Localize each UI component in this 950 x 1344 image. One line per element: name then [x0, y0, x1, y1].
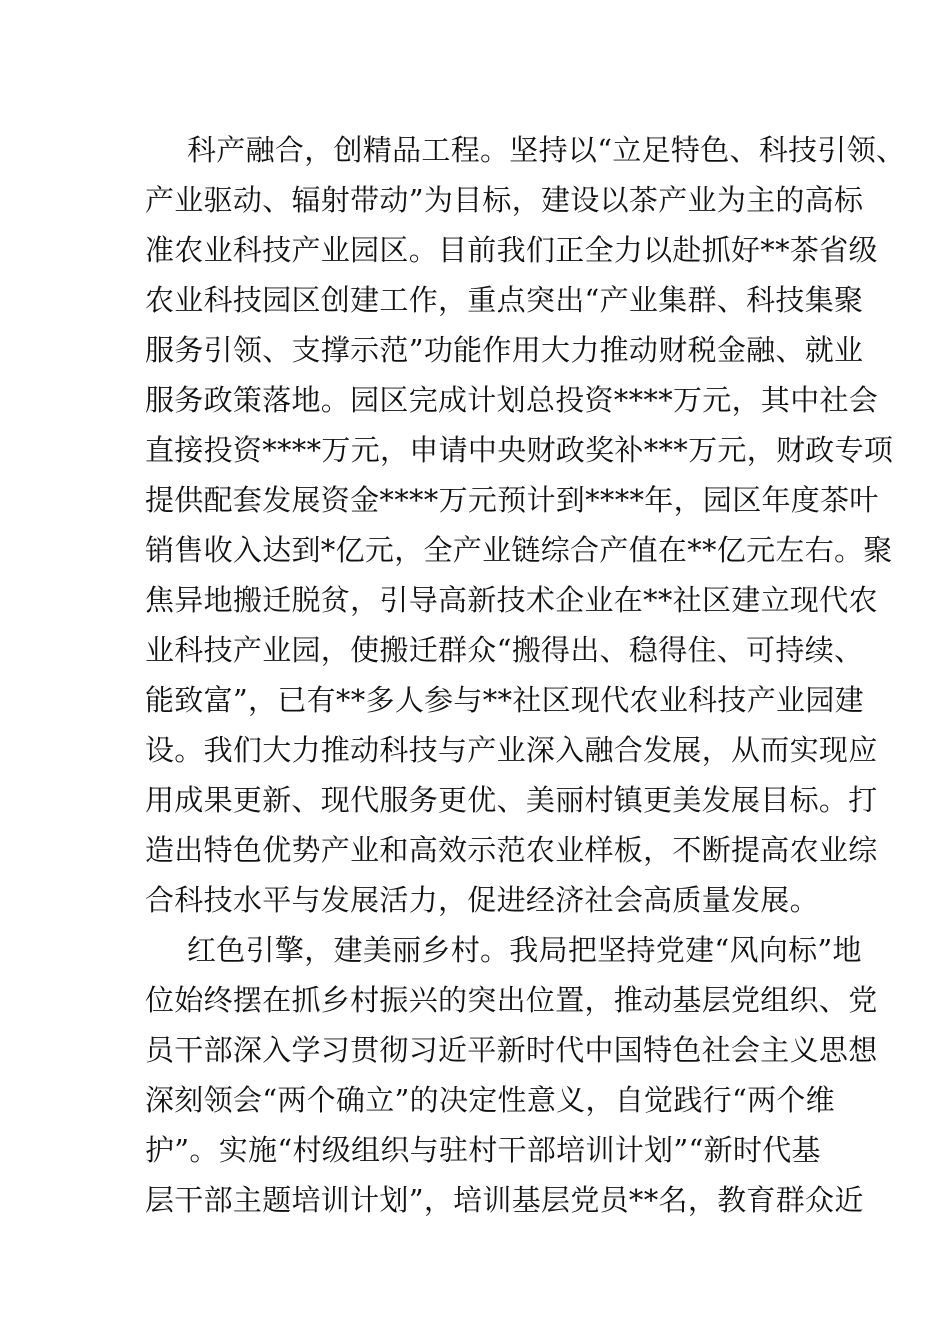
paragraph-1-line-12: 能致富”，已有**多人参与**社区现代农业科技产业园建 — [145, 683, 864, 717]
paragraph-1-line-10: 焦异地搬迁脱贫，引导高新技术企业在**社区建立现代农 — [145, 583, 878, 617]
paragraph-1-line-4: 农业科技园区创建工作，重点突出“产业集群、科技集聚 — [145, 283, 864, 317]
paragraph-2-line-5: 护”。实施“村级组织与驻村干部培训计划”“新时代基 — [145, 1133, 821, 1167]
paragraph-1-line-14: 用成果更新、现代服务更优、美丽村镇更美发展目标。打 — [145, 783, 878, 817]
paragraph-1-line-2: 产业驱动、辐射带动”为目标，建设以茶产业为主的高标 — [145, 183, 864, 217]
paragraph-2-line-2: 位始终摆在抓乡村振兴的突出位置，推动基层党组织、党 — [145, 983, 878, 1017]
paragraph-2-line-1: 红色引擎，建美丽乡村。我局把坚持党建“风向标”地 — [187, 933, 862, 967]
paragraph-1-line-6: 服务政策落地。园区完成计划总投资****万元，其中社会 — [145, 383, 879, 417]
paragraph-1-line-11: 业科技产业园，使搬迁群众“搬得出、稳得住、可持续、 — [145, 633, 864, 667]
paragraph-1-line-5: 服务引领、支撑示范”功能作用大力推动财税金融、就业 — [145, 333, 864, 367]
paragraph-1-line-16: 合科技水平与发展活力，促进经济社会高质量发展。 — [145, 883, 819, 917]
paragraph-1-line-1: 科产融合，创精品工程。坚持以“立足特色、科技引领、 — [187, 133, 906, 167]
paragraph-1-line-7: 直接投资****万元，申请中央财政奖补***万元，财政专项 — [145, 433, 894, 467]
paragraph-1-line-8: 提供配套发展资金****万元预计到****年，园区年度茶叶 — [145, 483, 879, 517]
paragraph-1-line-3: 准农业科技产业园区。目前我们正全力以赴抓好**茶省级 — [145, 233, 878, 267]
paragraph-2-line-3: 员干部深入学习贯彻习近平新时代中国特色社会主义思想 — [145, 1033, 878, 1067]
paragraph-1-line-15: 造出特色优势产业和高效示范农业样板，不断提高农业综 — [145, 833, 878, 867]
paragraph-2-line-6: 层干部主题培训计划”，培训基层党员**名，教育群众近 — [145, 1183, 864, 1217]
paragraph-1-line-13: 设。我们大力推动科技与产业深入融合发展，从而实现应 — [145, 733, 878, 767]
paragraph-2-line-4: 深刻领会“两个确立”的决定性意义，自觉践行“两个维 — [145, 1083, 835, 1117]
paragraph-1-line-9: 销售收入达到*亿元，全产业链综合产值在**亿元左右。聚 — [145, 533, 893, 567]
